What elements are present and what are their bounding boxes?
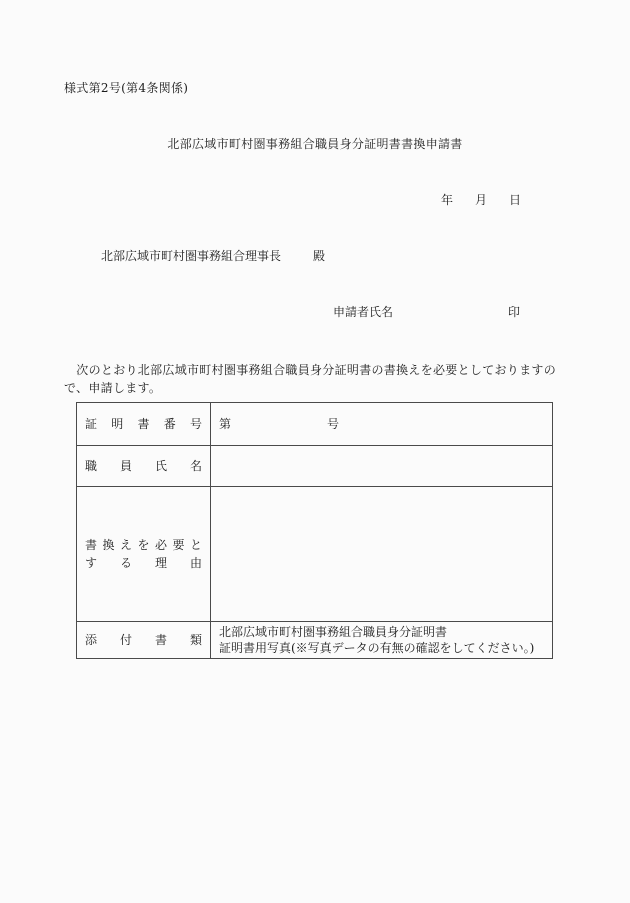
attachments-value-line-1: 北部広域市町村圏事務組合職員身分証明書: [219, 625, 448, 639]
addressee-name: 北部広域市町村圏事務組合理事長: [101, 249, 282, 263]
table-row-reason: [77, 487, 553, 622]
seal-mark: 印: [508, 305, 521, 319]
certificate-number-value: 第 号: [211, 403, 553, 446]
reason-label: [77, 487, 211, 622]
date-month-label: 月: [475, 193, 488, 207]
date-year-label: 年: [441, 193, 454, 207]
certificate-number-label: 証明書番号: [77, 403, 211, 446]
date-line: [441, 192, 521, 209]
table-row-attachments: [77, 622, 553, 659]
attachments-value: [211, 622, 553, 659]
table-row-certificate-number: [77, 403, 553, 446]
form-number: 様式第2号(第4条関係): [64, 81, 189, 95]
employee-name-value: [211, 446, 553, 487]
document-title: 北部広域市町村圏事務組合職員身分証明書書換申請書: [167, 137, 463, 151]
attachments-value-line-2: 証明書用写真(※写真データの有無の確認をしてください。): [219, 641, 535, 655]
applicant-line: [333, 304, 520, 321]
attachments-label: 添付書類: [77, 622, 211, 659]
date-day-label: 日: [509, 193, 522, 207]
reason-label-line-1: 書換えを必要と: [85, 538, 202, 552]
application-table: [76, 402, 553, 659]
addressee-honorific: 殿: [313, 249, 326, 263]
body-line-2: で、申請します。: [64, 381, 162, 395]
table-row-employee-name: [77, 446, 553, 487]
body-paragraph: [64, 361, 569, 397]
addressee-line: [101, 248, 325, 265]
reason-value: [211, 487, 553, 622]
reason-label-line-2: する理由: [85, 556, 202, 570]
applicant-name-label: 申請者氏名: [333, 305, 394, 319]
employee-name-label: 職員氏名: [77, 446, 211, 487]
body-line-1: 次のとおり北部広域市町村圏事務組合職員身分証明書の書換えを必要としておりますの: [64, 363, 557, 377]
